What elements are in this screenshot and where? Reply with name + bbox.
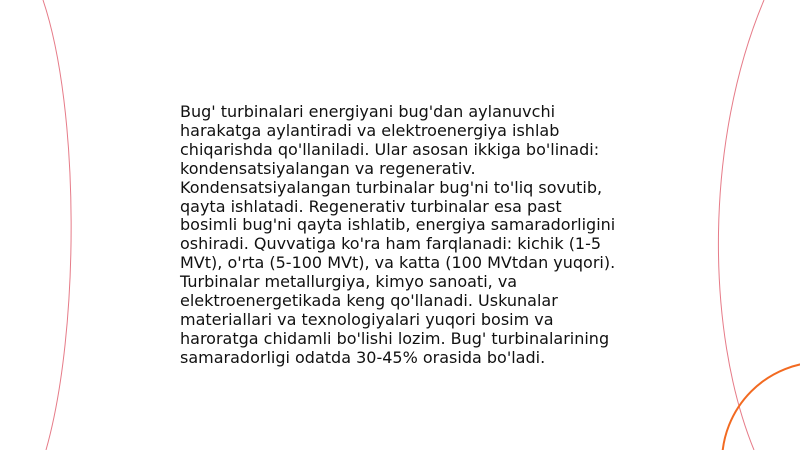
text-line: chiqarishda qo'llaniladi. Ular asosan ikkiga bo'linadi: (180, 139, 600, 159)
right-arc (718, 0, 764, 450)
left-arc (43, 0, 71, 450)
text-line: oshiradi. Quvvatiga ko'ra ham farqlanadi: kichik (1-5 (180, 234, 602, 254)
text-line: elektroenergetikada keng qo'llanadi. Uskunalar (180, 291, 558, 311)
text-line: Bug' turbinalari energiyani bug'dan aylanuvchi (180, 102, 556, 121)
text-line: materiallari va texnologiyalari yuqori bosim va (180, 309, 554, 329)
text-line: harakatga aylantiradi va elektroenergiya ishlab (180, 120, 560, 140)
accent-ring (722, 362, 800, 450)
text-line: qayta ishlatadi. Regenerativ turbinalar esa past (180, 196, 562, 216)
text-line: bosimli bug'ni qayta ishlatib, energiya samaradorligini (180, 215, 616, 235)
text-line: kondensatsiyalangan va regenerativ. (180, 158, 476, 178)
text-line: Kondensatsiyalangan turbinalar bug'ni to'liq sovutib, (180, 177, 603, 197)
body-text (180, 103, 630, 368)
text-line: MVt), o'rta (5-100 MVt), va katta (100 MVtdan yuqori). (180, 253, 616, 273)
text-line: samaradorligi odatda 30-45% orasida bo'ladi. (180, 347, 546, 367)
text-line: Turbinalar metallurgiya, kimyo sanoati, va (180, 272, 518, 292)
text-line: haroratga chidamli bo'lishi lozim. Bug' turbinalarining (180, 328, 610, 348)
